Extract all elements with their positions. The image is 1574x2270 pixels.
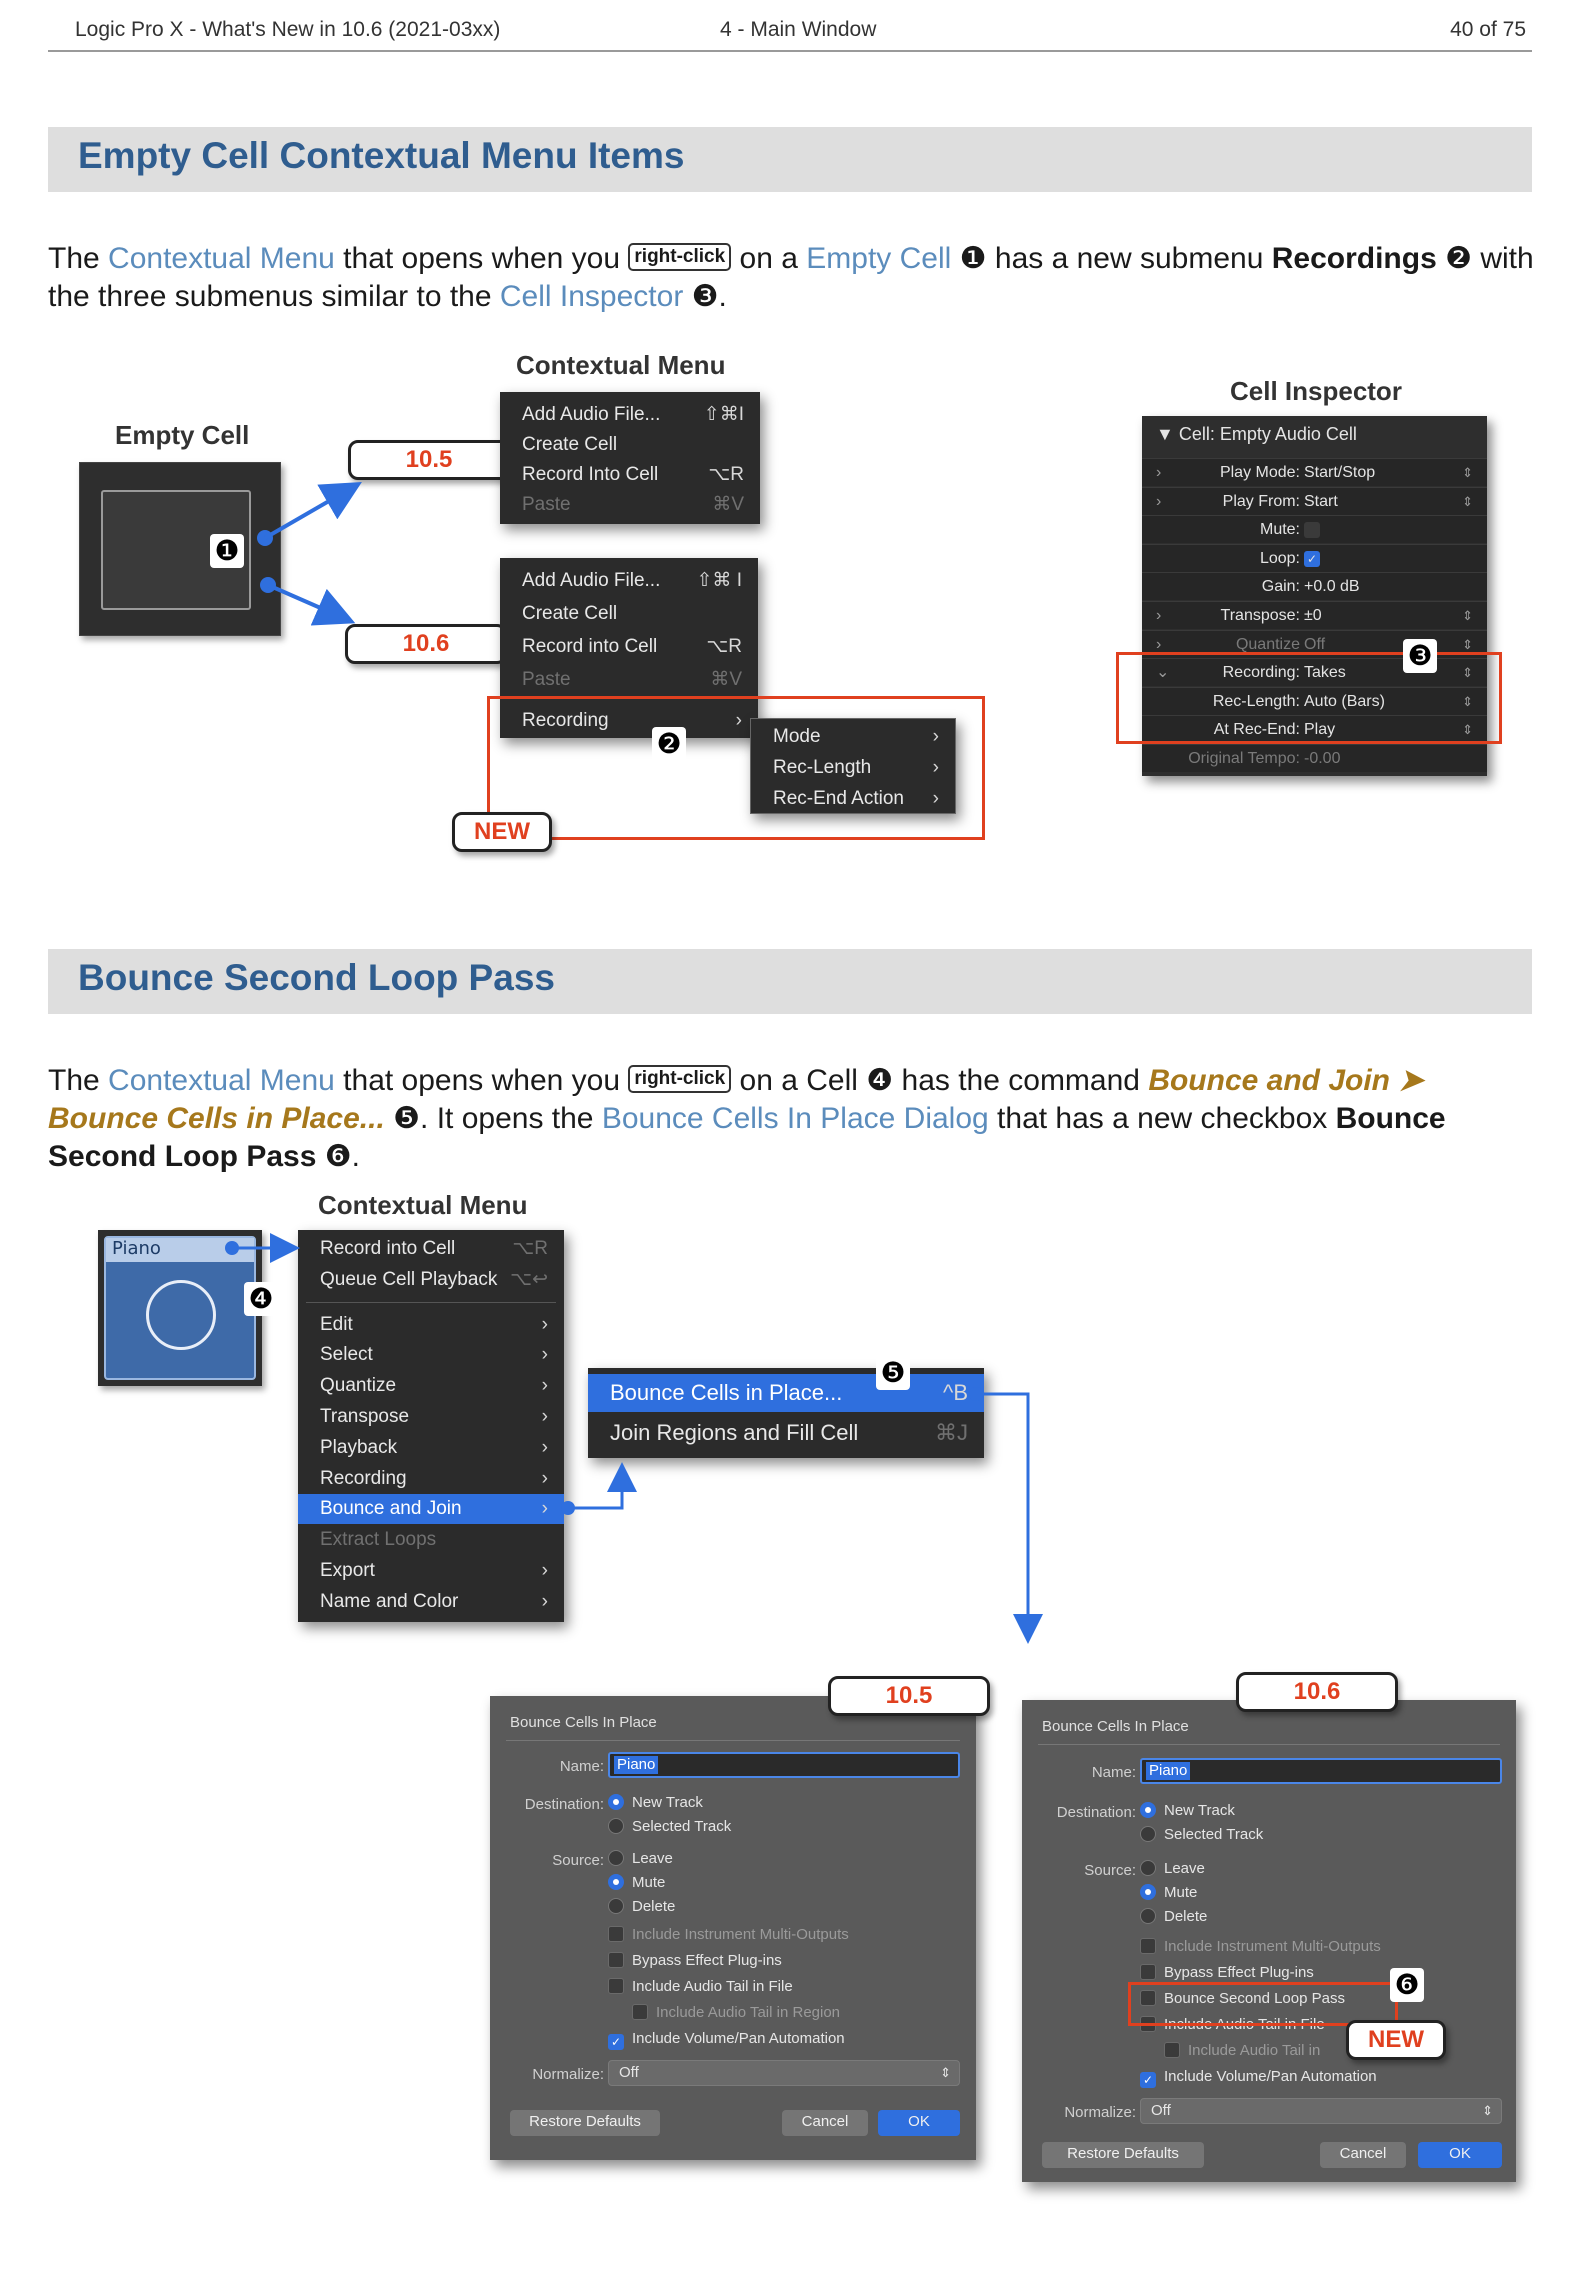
- chevron-icon: ›: [1156, 635, 1162, 653]
- chevron-right-icon: ›: [541, 1498, 548, 1520]
- shortcut-label: ⇧⌘ I: [696, 570, 742, 591]
- chevron-right-icon: ›: [932, 788, 939, 809]
- menu-item-label: Rec-End Action: [773, 788, 904, 809]
- destination-label: Destination:: [1056, 1804, 1136, 1821]
- empty-cell[interactable]: [79, 462, 281, 636]
- header-doc-title: Logic Pro X - What's New in 10.6 (2021-03xx): [75, 18, 501, 41]
- link-bounce-dialog[interactable]: Bounce Cells In Place Dialog: [601, 1102, 989, 1135]
- section-empty-cell-bar: [48, 127, 1532, 192]
- link-contextual-menu[interactable]: Contextual Menu: [108, 242, 335, 275]
- inspector-row[interactable]: [1142, 601, 1487, 629]
- header-chapter: 4 - Main Window: [720, 18, 877, 41]
- inspector-value: Play: [1304, 721, 1336, 739]
- menu-item-label: Bounce Cells in Place...: [610, 1380, 843, 1405]
- normalize-popup[interactable]: [1140, 2098, 1502, 2124]
- inspector-value: Start: [1304, 492, 1338, 510]
- checkbox-label: Bypass Effect Plug-ins: [1164, 1964, 1314, 1981]
- checkbox-label: Include Audio Tail in Region: [656, 2004, 841, 2021]
- name-label: Name:: [559, 1758, 604, 1775]
- link-contextual-menu[interactable]: Contextual Menu: [108, 1064, 335, 1097]
- number-3-marker: ❸: [1403, 639, 1437, 673]
- menu-item[interactable]: [298, 1265, 564, 1295]
- text: has the command: [901, 1064, 1149, 1097]
- checkbox-label: Include Instrument Multi-Outputs: [1164, 1938, 1381, 1955]
- updown-icon: ⇕: [1462, 465, 1473, 480]
- updown-icon: ⇕: [1462, 693, 1473, 709]
- normalize-label: Normalize:: [532, 2066, 604, 2083]
- shortcut-label: ⇧⌘I: [703, 404, 744, 425]
- label-contextual-menu: Contextual Menu: [516, 350, 726, 380]
- checkbox-multi-outputs[interactable]: [1140, 1938, 1381, 1955]
- callout-10-6: 10.6: [345, 624, 507, 664]
- menu-item: [500, 490, 760, 520]
- menu-item-label: Create Cell: [522, 434, 618, 455]
- shortcut-label: ⌘V: [710, 669, 742, 690]
- link-cell-inspector[interactable]: Cell Inspector: [499, 280, 684, 313]
- shortcut-label: ⌘V: [712, 494, 744, 515]
- updown-icon: ⇕: [1462, 722, 1473, 738]
- text: The: [48, 1064, 109, 1097]
- bounce-dialog-10-5: [490, 1696, 976, 2160]
- checkbox-label: Bounce Second Loop Pass: [1164, 1990, 1345, 2007]
- piano-cell-name: Piano: [112, 1238, 161, 1259]
- normalize-label: Normalize:: [1064, 2104, 1136, 2121]
- submenu-item[interactable]: [588, 1414, 984, 1452]
- inspector-key: Mute:: [1259, 521, 1300, 539]
- text: that opens when you: [334, 242, 629, 275]
- header-divider: [48, 50, 1532, 52]
- number-5-marker: ❺: [876, 1356, 910, 1390]
- bounce-dialog-10-6: [1022, 1700, 1516, 2182]
- menu-item: [500, 665, 758, 695]
- radio-label: New Track: [1164, 1802, 1235, 1819]
- menu-item-label: Transpose: [320, 1406, 410, 1427]
- dialog-divider: [506, 1740, 960, 1741]
- menu-item: [298, 1525, 564, 1555]
- radio-label: Selected Track: [632, 1818, 732, 1835]
- radio-new-track[interactable]: [1140, 1802, 1235, 1819]
- inspector-key: Original Tempo:: [1188, 750, 1300, 767]
- checkbox-bypass[interactable]: [1140, 1964, 1314, 1981]
- menu-item-label: Record Into Cell: [522, 464, 659, 485]
- cell-contextual-menu: [298, 1230, 564, 1622]
- shortcut-label: ^B: [943, 1380, 968, 1405]
- menu-item-label: Record into Cell: [320, 1238, 456, 1259]
- menu-item-label: Export: [320, 1560, 375, 1581]
- number-marker: ❷: [1436, 242, 1481, 275]
- checkbox-label: Include Audio Tail in File: [632, 1978, 793, 1995]
- inspector-value: -0.00: [1304, 750, 1341, 767]
- section-bounce-bar: [48, 949, 1532, 1014]
- checkbox-volpan[interactable]: [608, 2030, 845, 2050]
- inspector-key: Gain:: [1261, 578, 1300, 596]
- link-empty-cell[interactable]: Empty Cell: [806, 242, 952, 275]
- dialog-title: Bounce Cells In Place: [1042, 1718, 1189, 1735]
- inspector-row[interactable]: [1142, 544, 1487, 572]
- number-4-marker: ❹: [244, 1282, 278, 1316]
- normalize-value: Off: [619, 2064, 639, 2081]
- radio-label: Mute: [632, 1874, 666, 1891]
- name-field[interactable]: [608, 1752, 960, 1778]
- chevron-icon: ›: [1156, 464, 1162, 481]
- menu-item[interactable]: [298, 1340, 564, 1370]
- cancel-button[interactable]: Cancel: [1320, 2142, 1406, 2168]
- updown-icon: ⇕: [940, 2065, 951, 2080]
- kbd-right-click: right-click: [628, 243, 731, 271]
- radio-label: Selected Track: [1164, 1826, 1264, 1843]
- chevron-right-icon: ›: [932, 726, 939, 747]
- shortcut-label: ⌘J: [935, 1420, 968, 1445]
- text: . It opens the: [420, 1102, 602, 1135]
- menu-item[interactable]: [500, 460, 760, 490]
- checkbox-label: Include Instrument Multi-Outputs: [632, 1926, 849, 1943]
- radio-delete[interactable]: [1140, 1908, 1207, 1925]
- inspector-recording-highlight: [1116, 652, 1502, 744]
- checkbox-tail-file[interactable]: [608, 1978, 793, 1995]
- name-value: Piano: [614, 1756, 658, 1774]
- text: that opens when you: [334, 1064, 629, 1097]
- menu-item-label: Paste: [522, 669, 571, 690]
- bounce-submenu: [588, 1368, 984, 1458]
- chevron-right-icon: ›: [541, 1313, 548, 1335]
- callout-new: NEW: [452, 812, 552, 852]
- menu-item-label: Paste: [522, 494, 571, 515]
- radio-selected-track[interactable]: [608, 1818, 731, 1835]
- restore-defaults-button[interactable]: Restore Defaults: [1042, 2142, 1204, 2168]
- radio-leave[interactable]: [608, 1850, 673, 1867]
- checkbox-bypass[interactable]: [608, 1952, 782, 1969]
- menu-separator: [306, 1302, 556, 1303]
- chevron-icon: ›: [1156, 492, 1162, 510]
- menu-item-label: Join Regions and Fill Cell: [610, 1420, 859, 1445]
- radio-new-track[interactable]: [608, 1794, 703, 1811]
- inspector-key: Loop:: [1259, 549, 1300, 567]
- radio-label: Leave: [1164, 1860, 1205, 1877]
- text: has a new submenu: [994, 242, 1272, 275]
- updown-icon: ⇕: [1462, 608, 1473, 623]
- command-bounce-cells: Bounce and Join ➤ Bounce Cells in Place...: [48, 1064, 1424, 1135]
- radio-selected-track[interactable]: [1140, 1826, 1263, 1843]
- normalize-value: Off: [1151, 2102, 1171, 2119]
- name-field[interactable]: [1140, 1758, 1502, 1784]
- mute-checkbox: [1304, 522, 1320, 538]
- menu-item-label: Rec-Length: [773, 757, 872, 778]
- checkmark-icon: ✓: [608, 2034, 624, 2050]
- inspector-key: Quantize: [1235, 635, 1300, 653]
- restore-defaults-button[interactable]: Restore Defaults: [510, 2110, 660, 2136]
- radio-label: Leave: [632, 1850, 673, 1867]
- menu-item-label: Recording: [522, 710, 609, 731]
- callout-dialog-10-5: 10.5: [828, 1676, 990, 1716]
- inspector-row[interactable]: [1142, 572, 1487, 600]
- section2-paragraph: [48, 1062, 1538, 1176]
- chevron-right-icon: ›: [541, 1375, 548, 1397]
- inspector-key: At Rec-End:: [1213, 721, 1300, 739]
- kbd-right-click: right-click: [628, 1065, 731, 1093]
- destination-label: Destination:: [524, 1796, 604, 1813]
- section1-paragraph: [48, 240, 1538, 316]
- menu-item-label: Add Audio File...: [522, 570, 661, 591]
- contextual-menu-10-5: [500, 392, 760, 524]
- number-marker: ❺: [384, 1102, 421, 1135]
- normalize-popup[interactable]: [608, 2060, 960, 2086]
- menu-item[interactable]: [298, 1402, 564, 1432]
- menu-item-label: Playback: [320, 1436, 398, 1458]
- menu-item-label: Mode: [773, 726, 821, 747]
- inspector-key: Play From:: [1222, 492, 1300, 510]
- inspector-key: Rec-Length:: [1212, 692, 1300, 710]
- inspector-value: Auto (Bars): [1304, 692, 1385, 710]
- chevron-right-icon: ›: [541, 1406, 548, 1427]
- checkbox-volpan[interactable]: [1140, 2068, 1377, 2088]
- menu-item[interactable]: [298, 1587, 564, 1617]
- piano-cell[interactable]: [98, 1230, 262, 1386]
- menu-item[interactable]: [298, 1234, 564, 1264]
- label-empty-cell: Empty Cell: [115, 420, 250, 450]
- radio-label: Mute: [1164, 1884, 1198, 1901]
- radio-mute[interactable]: [1140, 1884, 1197, 1901]
- number-marker: ❶: [951, 242, 995, 275]
- header-page-number: 40 of 75: [1450, 18, 1526, 41]
- menu-item-label: Edit: [320, 1313, 353, 1335]
- menu-item[interactable]: [298, 1494, 564, 1524]
- menu-item-label: Record into Cell: [522, 636, 658, 657]
- updown-icon: ⇕: [1482, 2103, 1493, 2118]
- section-title: Bounce Second Loop Pass: [78, 957, 555, 998]
- cancel-button[interactable]: Cancel: [782, 2110, 868, 2136]
- inspector-row[interactable]: [1142, 487, 1487, 515]
- updown-icon: ⇕: [1462, 665, 1473, 681]
- ok-button[interactable]: OK: [1418, 2142, 1502, 2168]
- checkbox-label: Include Volume/Pan Automation: [632, 2030, 845, 2047]
- inspector-row[interactable]: [1142, 744, 1487, 772]
- menu-item-label: Create Cell: [522, 603, 618, 624]
- menu-item[interactable]: [298, 1310, 564, 1340]
- text: on a Cell: [731, 1064, 867, 1097]
- menu-item[interactable]: [500, 430, 760, 460]
- shortcut-label: ⌥↩: [510, 1268, 548, 1290]
- radio-mute[interactable]: [608, 1874, 665, 1891]
- inspector-header[interactable]: ▼ Cell: Empty Audio Cell: [1156, 424, 1357, 444]
- menu-item[interactable]: [500, 400, 760, 430]
- label-contextual-menu-2: Contextual Menu: [318, 1190, 528, 1220]
- number-marker: ❸.: [683, 280, 727, 313]
- text: with the three submenus similar to the: [48, 242, 1534, 313]
- menu-item-label: Name and Color: [320, 1590, 459, 1612]
- source-label: Source:: [552, 1852, 604, 1869]
- menu-item-label: Extract Loops: [320, 1529, 437, 1551]
- callout-dialog-10-6: 10.6: [1236, 1672, 1398, 1712]
- dialog-divider: [1038, 1744, 1500, 1745]
- menu-item[interactable]: [500, 632, 758, 662]
- radio-label: Delete: [1164, 1908, 1208, 1925]
- number-6-marker: ❻: [1390, 1968, 1424, 2002]
- source-label: Source:: [1084, 1862, 1136, 1879]
- checkbox-multi-outputs[interactable]: [608, 1926, 849, 1943]
- inspector-key: Recording:: [1222, 664, 1300, 682]
- number-1-marker: ❶: [210, 534, 244, 568]
- shortcut-label: ⌥R: [512, 1238, 548, 1259]
- inspector-value: +0.0 dB: [1304, 578, 1360, 596]
- callout-new-2: NEW: [1346, 2020, 1446, 2060]
- chevron-right-icon: ›: [932, 757, 939, 778]
- inspector-row[interactable]: [1142, 515, 1487, 543]
- updown-icon: ⇕: [1462, 493, 1473, 509]
- number-2-marker: ❷: [652, 727, 686, 761]
- inspector-key: Play Mode:: [1219, 464, 1300, 481]
- inspector-row[interactable]: [1142, 458, 1487, 486]
- chevron-right-icon: ›: [541, 1467, 548, 1489]
- ok-button[interactable]: OK: [878, 2110, 960, 2136]
- menu-item-label: Add Audio File...: [522, 404, 661, 425]
- radio-delete[interactable]: [608, 1898, 675, 1915]
- shortcut-label: ⌥R: [708, 464, 744, 485]
- chevron-right-icon: ›: [541, 1344, 548, 1366]
- checkbox-tail-region[interactable]: [1164, 2042, 1320, 2059]
- menu-item-label: Recording: [320, 1467, 407, 1489]
- chevron-icon: ›: [1156, 607, 1162, 624]
- menu-item[interactable]: [500, 566, 758, 596]
- chevron-right-icon: ›: [541, 1560, 548, 1581]
- checkbox-label: Include Audio Tail in: [1188, 2042, 1321, 2059]
- menu-item[interactable]: [298, 1556, 564, 1586]
- inspector-value: Off: [1304, 635, 1326, 653]
- callout-10-5: 10.5: [348, 440, 510, 480]
- menu-item-label: Quantize: [320, 1375, 397, 1397]
- menu-item-label: Select: [320, 1344, 373, 1366]
- inspector-value: Takes: [1304, 664, 1346, 682]
- bold-recordings: Recordings: [1271, 242, 1437, 275]
- chevron-right-icon: ›: [541, 1590, 548, 1612]
- radio-label: Delete: [632, 1898, 676, 1915]
- number-marker: ❻.: [316, 1140, 360, 1173]
- menu-item-label: Queue Cell Playback: [320, 1268, 498, 1290]
- number-marker: ❹: [866, 1064, 902, 1097]
- checkbox-label: Include Volume/Pan Automation: [1164, 2068, 1377, 2085]
- label-cell-inspector: Cell Inspector: [1230, 376, 1402, 406]
- menu-item[interactable]: [500, 599, 758, 629]
- piano-cell-body: [104, 1236, 256, 1380]
- loop-checkbox: ✓: [1304, 551, 1320, 567]
- shortcut-label: ⌥R: [706, 636, 742, 657]
- chevron-right-icon: ›: [735, 710, 742, 731]
- checkbox-tail-region[interactable]: [632, 2004, 840, 2021]
- text: that has a new checkbox: [988, 1102, 1336, 1135]
- text: on a: [731, 242, 807, 275]
- updown-icon: ⇕: [1462, 636, 1473, 652]
- menu-item-label: Bounce and Join: [320, 1498, 462, 1520]
- checkbox-label: Bypass Effect Plug-ins: [632, 1952, 782, 1969]
- menu-item[interactable]: [298, 1371, 564, 1401]
- name-value: Piano: [1146, 1762, 1190, 1780]
- chevron-icon: ⌄: [1156, 664, 1170, 682]
- name-label: Name:: [1091, 1764, 1136, 1781]
- checkbox-label: Include Audio Tail in File: [1164, 2016, 1325, 2033]
- section-title: Empty Cell Contextual Menu Items: [78, 135, 685, 176]
- menu-item[interactable]: [298, 1433, 564, 1463]
- new-highlight-box: [487, 696, 985, 840]
- menu-item[interactable]: [298, 1464, 564, 1494]
- chevron-right-icon: ›: [541, 1436, 548, 1458]
- text: The: [48, 242, 109, 275]
- dialog-title: Bounce Cells In Place: [510, 1714, 657, 1731]
- loop-progress-icon: [146, 1280, 216, 1350]
- inspector-value: Start/Stop: [1304, 464, 1376, 481]
- radio-label: New Track: [632, 1794, 703, 1811]
- radio-leave[interactable]: [1140, 1860, 1205, 1877]
- submenu-item[interactable]: [588, 1374, 984, 1412]
- inspector-value: ±0: [1304, 607, 1322, 624]
- bold-bounce-second: Bounce Second Loop Pass: [48, 1102, 1446, 1173]
- checkmark-icon: ✓: [1140, 2072, 1156, 2088]
- inspector-key: Transpose:: [1220, 607, 1300, 624]
